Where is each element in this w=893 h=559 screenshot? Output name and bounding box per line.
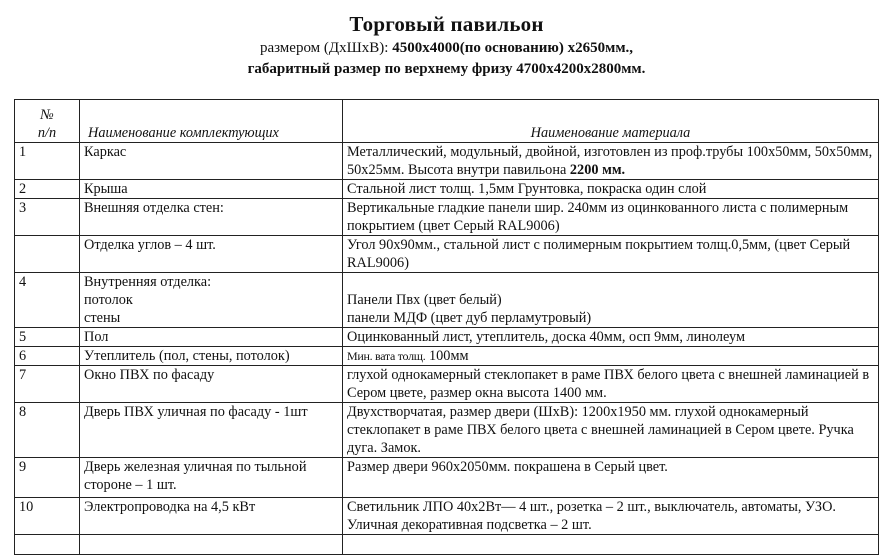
- document-title: Торговый павильон: [349, 12, 544, 36]
- row-component: Пол: [80, 328, 343, 347]
- row-component: Утеплитель (пол, стены, потолок): [80, 347, 343, 366]
- subtitle-dimensions: [0, 40, 893, 57]
- row-material: Двухстворчатая, размер двери (ШхВ): 1200x1950 мм. глухой однокамерный стеклопакет в раме ПВХ белого цвета с внешней ламинацией в Сером цвете. Ручка дуга. Замок.: [343, 403, 879, 458]
- row-component: Дверь ПВХ уличная по фасаду - 1шт: [80, 403, 343, 458]
- row-number: [15, 236, 80, 273]
- ceiling-material: Панели Пвх (цвет белый): [347, 292, 502, 308]
- walls-material: панели МДФ (цвет дуб перламутровый): [347, 310, 592, 326]
- subtitle-prefix: размером (ДхШхВ):: [259, 40, 393, 56]
- components-table: [14, 99, 879, 555]
- row-component: Внешняя отделка стен:: [80, 199, 343, 236]
- row-component: Дверь железная уличная по тыльной стороне – 1 шт.: [80, 458, 343, 498]
- row-material-height: 2200 мм.: [569, 162, 626, 178]
- insulation-thickness: 100мм: [425, 348, 469, 364]
- row-number: 4: [15, 273, 80, 328]
- row-number: 1: [15, 143, 80, 180]
- row-material-text: Металлический, модульный, двойной, изготовлен из проф.трубы 100x50мм, 50x50мм, 50x25мм. Высота внутри павильона: [347, 144, 873, 178]
- insulation-label: Мин. вата толщ.: [347, 349, 426, 363]
- table-row: [15, 180, 879, 199]
- row-component: Каркас: [80, 143, 343, 180]
- row-number: 8: [15, 403, 80, 458]
- row-component: [80, 535, 343, 555]
- row-number: 6: [15, 347, 80, 366]
- row-number: 7: [15, 366, 80, 403]
- row-component: Крыша: [80, 180, 343, 199]
- table-row: [15, 403, 879, 458]
- row-material: [343, 143, 879, 180]
- row-material: Угол 90x90мм., стальной лист с полимерным покрытием толщ.0,5мм, (цвет Серый RAL9006): [343, 236, 879, 273]
- table-row: [15, 366, 879, 403]
- row-number: 5: [15, 328, 80, 347]
- interior-finish-label: Внутренняя отделка:: [84, 274, 212, 290]
- row-material: [343, 347, 879, 366]
- header-number-symbol: №: [40, 107, 54, 123]
- header-component-name: Наименование комплектующих: [80, 100, 343, 143]
- row-material: Размер двери 960x2050мм. покрашена в Серый цвет.: [343, 458, 879, 498]
- row-material: Оцинкованный лист, утеплитель, доска 40мм, осп 9мм, линолеум: [343, 328, 879, 347]
- row-material: глухой однокамерный стеклопакет в раме ПВХ белого цвета с внешней ламинацией в Сером цвете, размер окна высота 1400 мм.: [343, 366, 879, 403]
- row-number: 2: [15, 180, 80, 199]
- row-component: Отделка углов – 4 шт.: [80, 236, 343, 273]
- table-row: [15, 458, 879, 498]
- table-row: [15, 328, 879, 347]
- header-number: [15, 100, 80, 143]
- header-number-abbrev: п/п: [37, 125, 57, 141]
- row-component: [80, 273, 343, 328]
- row-material: [343, 273, 879, 328]
- table-row: [15, 347, 879, 366]
- interior-walls-label: стены: [84, 310, 121, 326]
- row-material: Вертикальные гладкие панели шир. 240мм из оцинкованного листа с полимерным покрытием (цвет Серый RAL9006): [343, 199, 879, 236]
- table-row: [15, 498, 879, 535]
- row-number: 9: [15, 458, 80, 498]
- table-row-partial: [15, 535, 879, 555]
- table-row: [15, 236, 879, 273]
- row-number: [15, 535, 80, 555]
- table-row: [15, 273, 879, 328]
- subtitle-overall-size: габаритный размер по верхнему фризу 4700x4200x2800мм.: [247, 61, 646, 77]
- row-number: 10: [15, 498, 80, 535]
- table-header-row: [15, 100, 879, 143]
- row-number: 3: [15, 199, 80, 236]
- row-material: Светильник ЛПО 40x2Вт— 4 шт., розетка – 2 шт., выключатель, автоматы, УЗО. Уличная декоративная подсветка – 2 шт.: [343, 498, 879, 535]
- header-material-name: Наименование материала: [343, 100, 879, 143]
- table-row: [15, 143, 879, 180]
- table-row: [15, 199, 879, 236]
- row-material: Стальной лист толщ. 1,5мм Грунтовка, покраска один слой: [343, 180, 879, 199]
- subtitle-dims: 4500x4000(по основанию) x2650мм.,: [392, 40, 634, 56]
- interior-ceiling-label: потолок: [84, 292, 133, 308]
- row-component: Окно ПВХ по фасаду: [80, 366, 343, 403]
- row-material: [343, 535, 879, 555]
- row-component: Электропроводка на 4,5 кВт: [80, 498, 343, 535]
